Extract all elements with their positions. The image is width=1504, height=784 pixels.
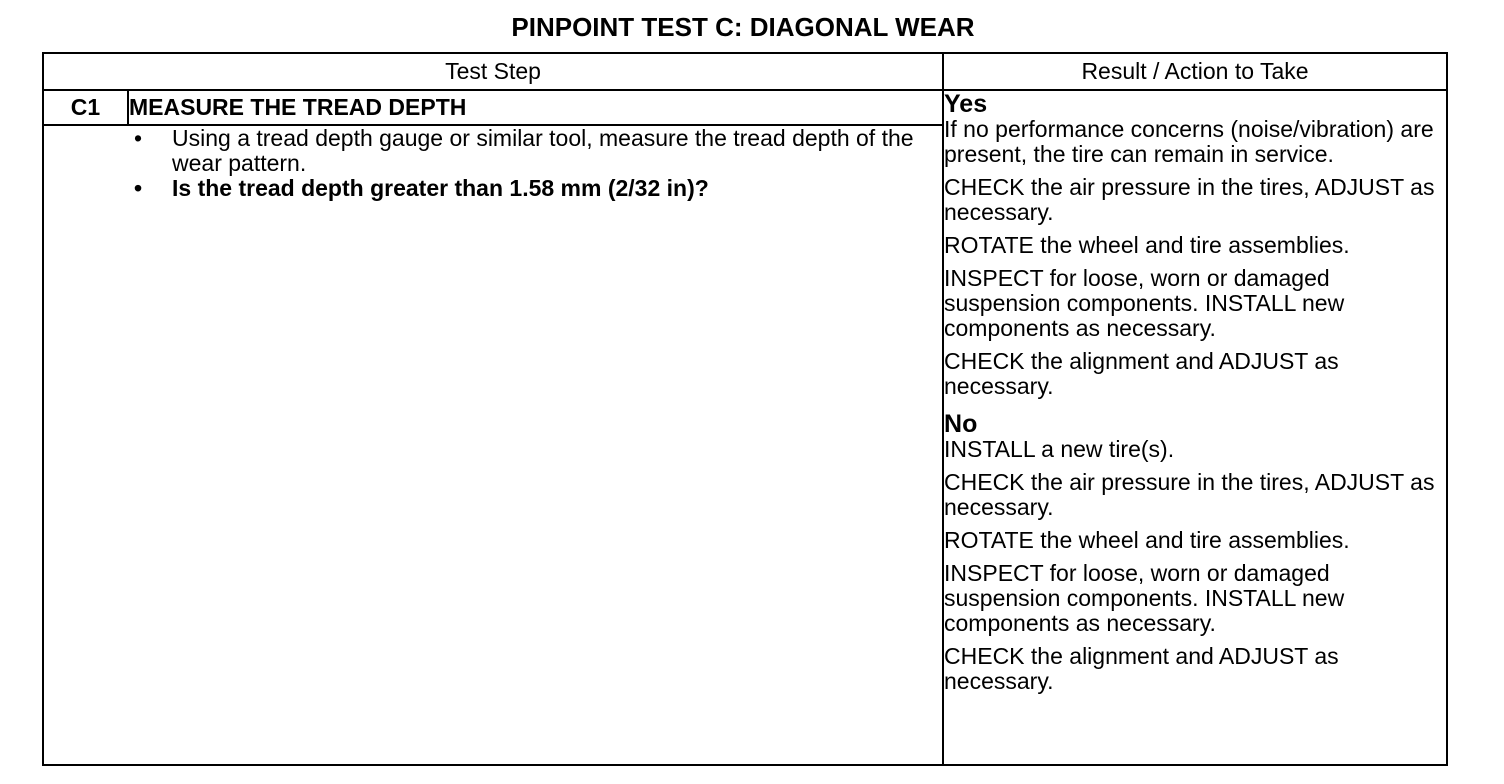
step-title: MEASURE THE TREAD DEPTH [128,90,943,125]
result-no-group [944,411,1446,694]
result-yes-action: If no performance concerns (noise/vibration) are present, the tire can remain in service. [944,116,1434,167]
result-no-action: CHECK the air pressure in the tires, ADJUST as necessary. [944,469,1435,520]
result-yes-action: ROTATE the wheel and tire assemblies. [944,232,1350,258]
step-id-spacer [43,125,128,765]
result-cell [943,90,1447,765]
result-no-label: No [944,410,978,438]
page-title: PINPOINT TEST C: DIAGONAL WEAR [511,12,975,42]
result-no-action: CHECK the alignment and ADJUST as necessary. [944,643,1339,694]
step-instruction: • Using a tread depth gauge or similar tool, measure the tread depth of the wear pattern. [128,126,942,176]
step-id: C1 [43,90,128,125]
result-no-action: INSPECT for loose, worn or damaged suspension components. INSTALL new components as necessary. [944,560,1345,636]
header-result-action: Result / Action to Take [943,53,1447,90]
pinpoint-test-table [42,52,1448,766]
header-test-step: Test Step [43,53,943,90]
result-no-action: INSTALL a new tire(s). [944,436,1175,462]
step-question: • Is the tread depth greater than 1.58 mm (2/32 in)? [128,176,942,201]
header-row [43,53,1447,90]
result-yes-action: CHECK the alignment and ADJUST as necessary. [944,348,1339,399]
result-yes-label: Yes [944,90,988,118]
step-title-row [43,90,1447,125]
step-bullet-list [128,126,942,201]
result-yes-group [944,91,1446,399]
result-yes-action: INSPECT for loose, worn or damaged suspension components. INSTALL new components as necessary. [944,265,1345,341]
result-yes-action: CHECK the air pressure in the tires, ADJUST as necessary. [944,174,1435,225]
result-no-action: ROTATE the wheel and tire assemblies. [944,527,1350,553]
step-body [128,125,943,765]
